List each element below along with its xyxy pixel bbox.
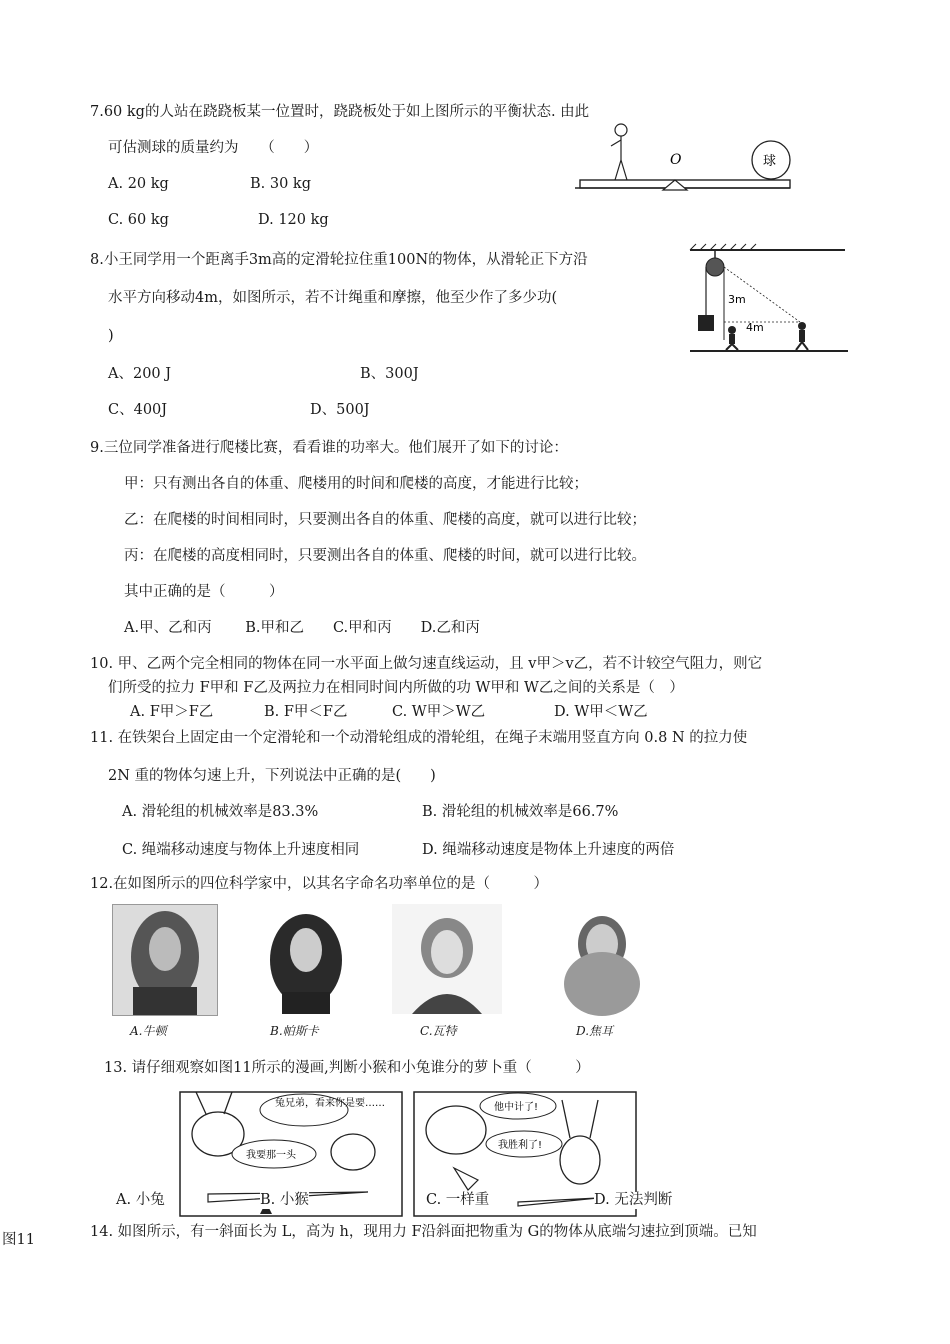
portrait-joule xyxy=(548,904,656,1016)
q7-option-d: D. 120 kg xyxy=(258,212,329,228)
q11-line1: 11. 在铁架台上固定由一个定滑轮和一个动滑轮组成的滑轮组，在绳子末端用竖直方向 0.8 N 的拉力使 xyxy=(90,730,748,746)
q10-option-d: D. W甲＜W乙 xyxy=(554,704,648,720)
q7-option-a: A. 20 kg xyxy=(108,176,169,192)
q7-line2: 可估测球的质量约为 （ ） xyxy=(108,140,319,156)
portrait-watt xyxy=(392,904,502,1014)
q8-option-a: A、200 J xyxy=(108,366,172,382)
q9-line1: 9.三位同学准备进行爬楼比赛，看看谁的功率大。他们展开了如下的讨论： xyxy=(90,440,568,456)
caption-pascal: B.帕斯卡 xyxy=(270,1024,319,1038)
caption-watt: C.瓦特 xyxy=(420,1024,457,1038)
comic-bubble-3: 他中计了! xyxy=(494,1102,539,1113)
q8-option-c: C、400J xyxy=(108,402,168,418)
q11-option-d: D. 绳端移动速度是物体上升速度的两倍 xyxy=(422,842,675,858)
caption-newton: A.牛顿 xyxy=(130,1024,167,1038)
comic-figure xyxy=(178,1090,638,1220)
comic-bubble-4: 我胜利了! xyxy=(498,1140,543,1151)
q11-line2: 2N 重的物体匀速上升，下列说法中正确的是( ) xyxy=(108,768,436,784)
q8-line3: ) xyxy=(108,328,114,344)
seesaw-figure xyxy=(575,118,795,198)
q8-option-b: B、300J xyxy=(360,366,419,382)
q11-option-c: C. 绳端移动速度与物体上升速度相同 xyxy=(122,842,360,858)
q7-line1: 7.60 kg的人站在跷跷板某一位置时，跷跷板处于如上图所示的平衡状态. 由此 xyxy=(90,104,590,120)
q8-line1: 8.小王同学用一个距离手3m高的定滑轮拉住重100N的物体，从滑轮正下方沿 xyxy=(90,252,588,268)
q9-bing: 丙：在爬楼的高度相同时，只要测出各自的体重、爬楼的时间，就可以进行比较。 xyxy=(124,548,646,564)
pulley-label-4m: 4m xyxy=(746,321,764,334)
q9-options: A.甲、乙和丙 B.甲和乙 C.甲和丙 D.乙和丙 xyxy=(124,620,480,636)
q10-line1: 10. 甲、乙两个完全相同的物体在同一水平面上做匀速直线运动，且 v甲＞v乙，若不计较空气阻力，则它 xyxy=(90,656,763,672)
seesaw-label-ball: 球 xyxy=(763,154,777,169)
q13-option-b: B. 小猴 xyxy=(260,1192,309,1208)
q9-yi: 乙：在爬楼的时间相同时，只要测出各自的体重、爬楼的高度，就可以进行比较； xyxy=(124,512,646,528)
q10-option-b: B. F甲＜F乙 xyxy=(264,704,348,720)
pulley-figure xyxy=(680,240,850,355)
q14-line1: 14. 如图所示，有一斜面长为 L，高为 h，现用力 F沿斜面把物重为 G的物体从底端匀速拉到顶端。已知 xyxy=(90,1224,757,1240)
q13-option-d: D. 无法判断 xyxy=(594,1192,673,1208)
portrait-newton xyxy=(112,904,218,1016)
comic-bubble-1: 兔兄弟，看来你是要…… xyxy=(275,1098,385,1109)
portrait-pascal xyxy=(258,904,354,1014)
q9-jia: 甲：只有测出各自的体重、爬楼用的时间和爬楼的高度，才能进行比较； xyxy=(124,476,588,492)
q13-option-c: C. 一样重 xyxy=(426,1192,490,1208)
q7-option-b: B. 30 kg xyxy=(250,176,312,192)
q11-option-b: B. 滑轮组的机械效率是66.7% xyxy=(422,804,619,820)
figure-11-label: 图11 xyxy=(2,1232,35,1248)
q10-line2: 们所受的拉力 F甲和 F乙及两拉力在相同时间内所做的功 W甲和 W乙之间的关系是（ ） xyxy=(108,680,684,696)
q10-option-a: A. F甲＞F乙 xyxy=(130,704,214,720)
q13-line1: 13. 请仔细观察如图11所示的漫画,判断小猴和小兔谁分的萝卜重（ ） xyxy=(104,1060,590,1076)
q8-line2: 水平方向移动4m，如图所示，若不计绳重和摩擦，他至少作了多少功( xyxy=(108,290,558,306)
q10-option-c: C. W甲＞W乙 xyxy=(392,704,486,720)
comic-bubble-2: 我要那一头 xyxy=(246,1150,296,1161)
q13-option-a: A. 小兔 xyxy=(116,1192,165,1208)
q9-ask: 其中正确的是（ ） xyxy=(124,584,284,600)
q12-line1: 12.在如图所示的四位科学家中，以其名字命名功率单位的是（ ） xyxy=(90,876,549,892)
q7-option-c: C. 60 kg xyxy=(108,212,169,228)
seesaw-label-o: O xyxy=(670,152,682,168)
q8-option-d: D、500J xyxy=(310,402,370,418)
q11-option-a: A. 滑轮组的机械效率是83.3% xyxy=(122,804,319,820)
pulley-label-3m: 3m xyxy=(728,293,746,306)
caption-joule: D.焦耳 xyxy=(576,1024,614,1038)
